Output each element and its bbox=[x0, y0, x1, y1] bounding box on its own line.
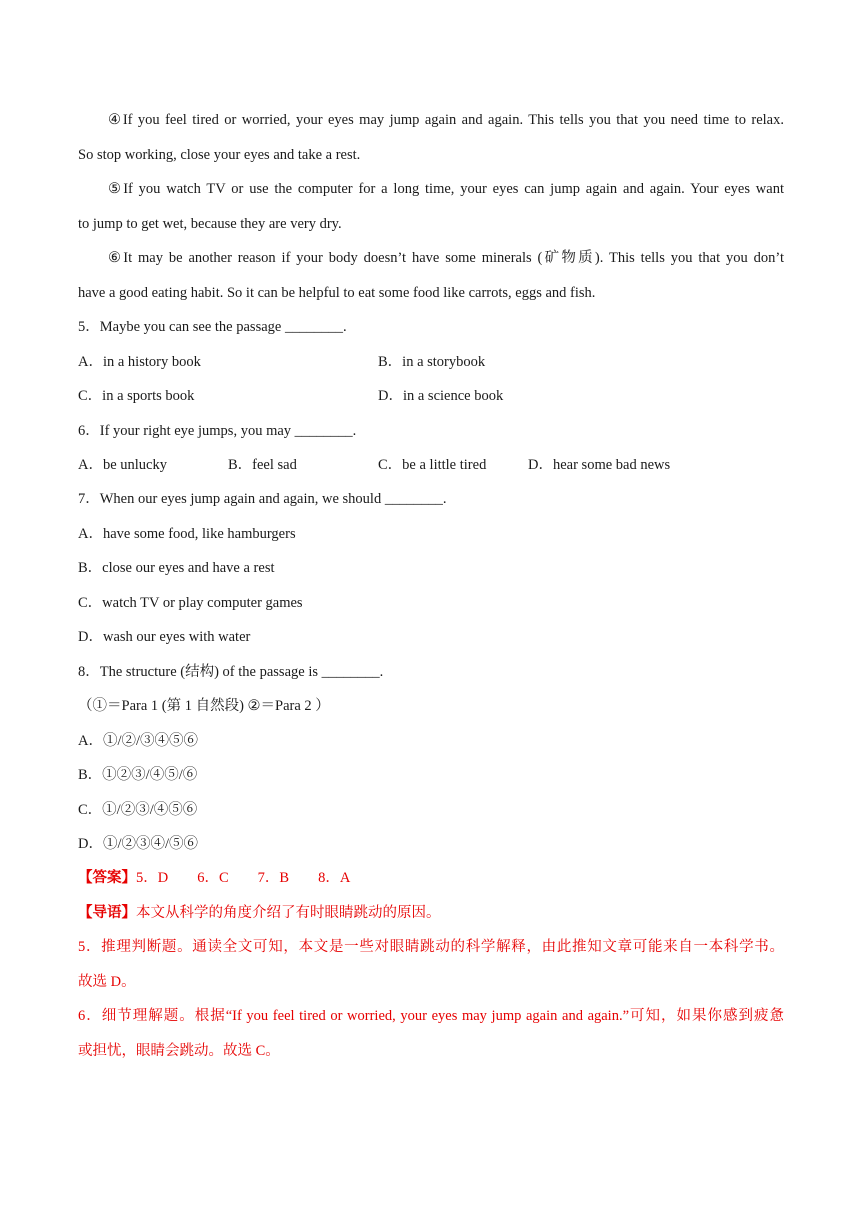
question-8-option-c: C．①/②③/④⑤⑥ bbox=[78, 802, 198, 818]
question-5-option-d: D．in a science book bbox=[378, 388, 504, 404]
answer-label: 【答案】 bbox=[78, 870, 136, 886]
question-5-stem: 5．Maybe you can see the passage ________. bbox=[78, 319, 347, 335]
question-5-option-c: C．in a sports book bbox=[78, 388, 195, 404]
paragraph-5-line-1: ⑤If you watch TV or use the computer for a long time, your eyes can jump again and again. Your eyes want bbox=[108, 181, 784, 197]
guide-text: 本文从科学的角度介绍了有时眼睛跳动的原因。 bbox=[136, 905, 441, 921]
explanation-5-line-2: 故选 D。 bbox=[78, 974, 136, 990]
question-6-option-d: D．hear some bad news bbox=[528, 457, 671, 473]
question-8-option-b: B．①②③/④⑤/⑥ bbox=[78, 767, 198, 783]
explanation-6-line-1: 6．细节理解题。根据“If you feel tired or worried, your eyes may jump again and again.”可知，如果你感到疲惫 bbox=[78, 1008, 784, 1024]
question-7-stem: 7．When our eyes jump again and again, we should ________. bbox=[78, 491, 447, 507]
paragraph-4-line-2: So stop working, close your eyes and take a rest. bbox=[78, 147, 361, 163]
paragraph-6-line-2: have a good eating habit. So it can be helpful to eat some food like carrots, eggs and fish. bbox=[78, 285, 596, 301]
question-7-option-d: D．wash our eyes with water bbox=[78, 629, 251, 645]
answer-text: 5．D 6．C 7．B 8．A bbox=[136, 870, 351, 886]
guide-label: 【导语】 bbox=[78, 905, 136, 921]
explanation-5-line-1: 5．推理判断题。通读全文可知，本文是一些对眼睛跳动的科学解释，由此推知文章可能来自一本科学书。 bbox=[78, 939, 784, 955]
paragraph-6-line-1: ⑥It may be another reason if your body doesn’t have some minerals (矿物质). This tells you that you don’t bbox=[108, 250, 784, 266]
question-5-option-b: B．in a storybook bbox=[378, 354, 486, 370]
question-8-note: （①＝Para 1 (第 1 自然段) ②＝Para 2 ） bbox=[78, 698, 330, 714]
guide-line bbox=[78, 903, 441, 923]
question-5-option-a: A．in a history book bbox=[78, 354, 201, 370]
paragraph-5-line-2: to jump to get wet, because they are very dry. bbox=[78, 216, 342, 232]
question-6-option-c: C．be a little tired bbox=[378, 457, 487, 473]
answer-line bbox=[78, 868, 350, 888]
question-8-stem: 8．The structure (结构) of the passage is ________. bbox=[78, 664, 384, 680]
explanation-6-line-2: 或担忧，眼睛会跳动。故选 C。 bbox=[78, 1043, 280, 1059]
question-6-stem: 6．If your right eye jumps, you may ________. bbox=[78, 423, 357, 439]
question-8-option-a: A．①/②/③④⑤⑥ bbox=[78, 733, 199, 749]
question-7-option-a: A．have some food, like hamburgers bbox=[78, 526, 296, 542]
paragraph-4-line-1: ④If you feel tired or worried, your eyes may jump again and again. This tells you that you need time to relax. bbox=[108, 112, 784, 128]
question-7-option-c: C．watch TV or play computer games bbox=[78, 595, 303, 611]
question-7-option-b: B．close our eyes and have a rest bbox=[78, 560, 275, 576]
question-6-option-b: B．feel sad bbox=[228, 457, 297, 473]
question-8-option-d: D．①/②③④/⑤⑥ bbox=[78, 836, 199, 852]
question-6-option-a: A．be unlucky bbox=[78, 457, 167, 473]
